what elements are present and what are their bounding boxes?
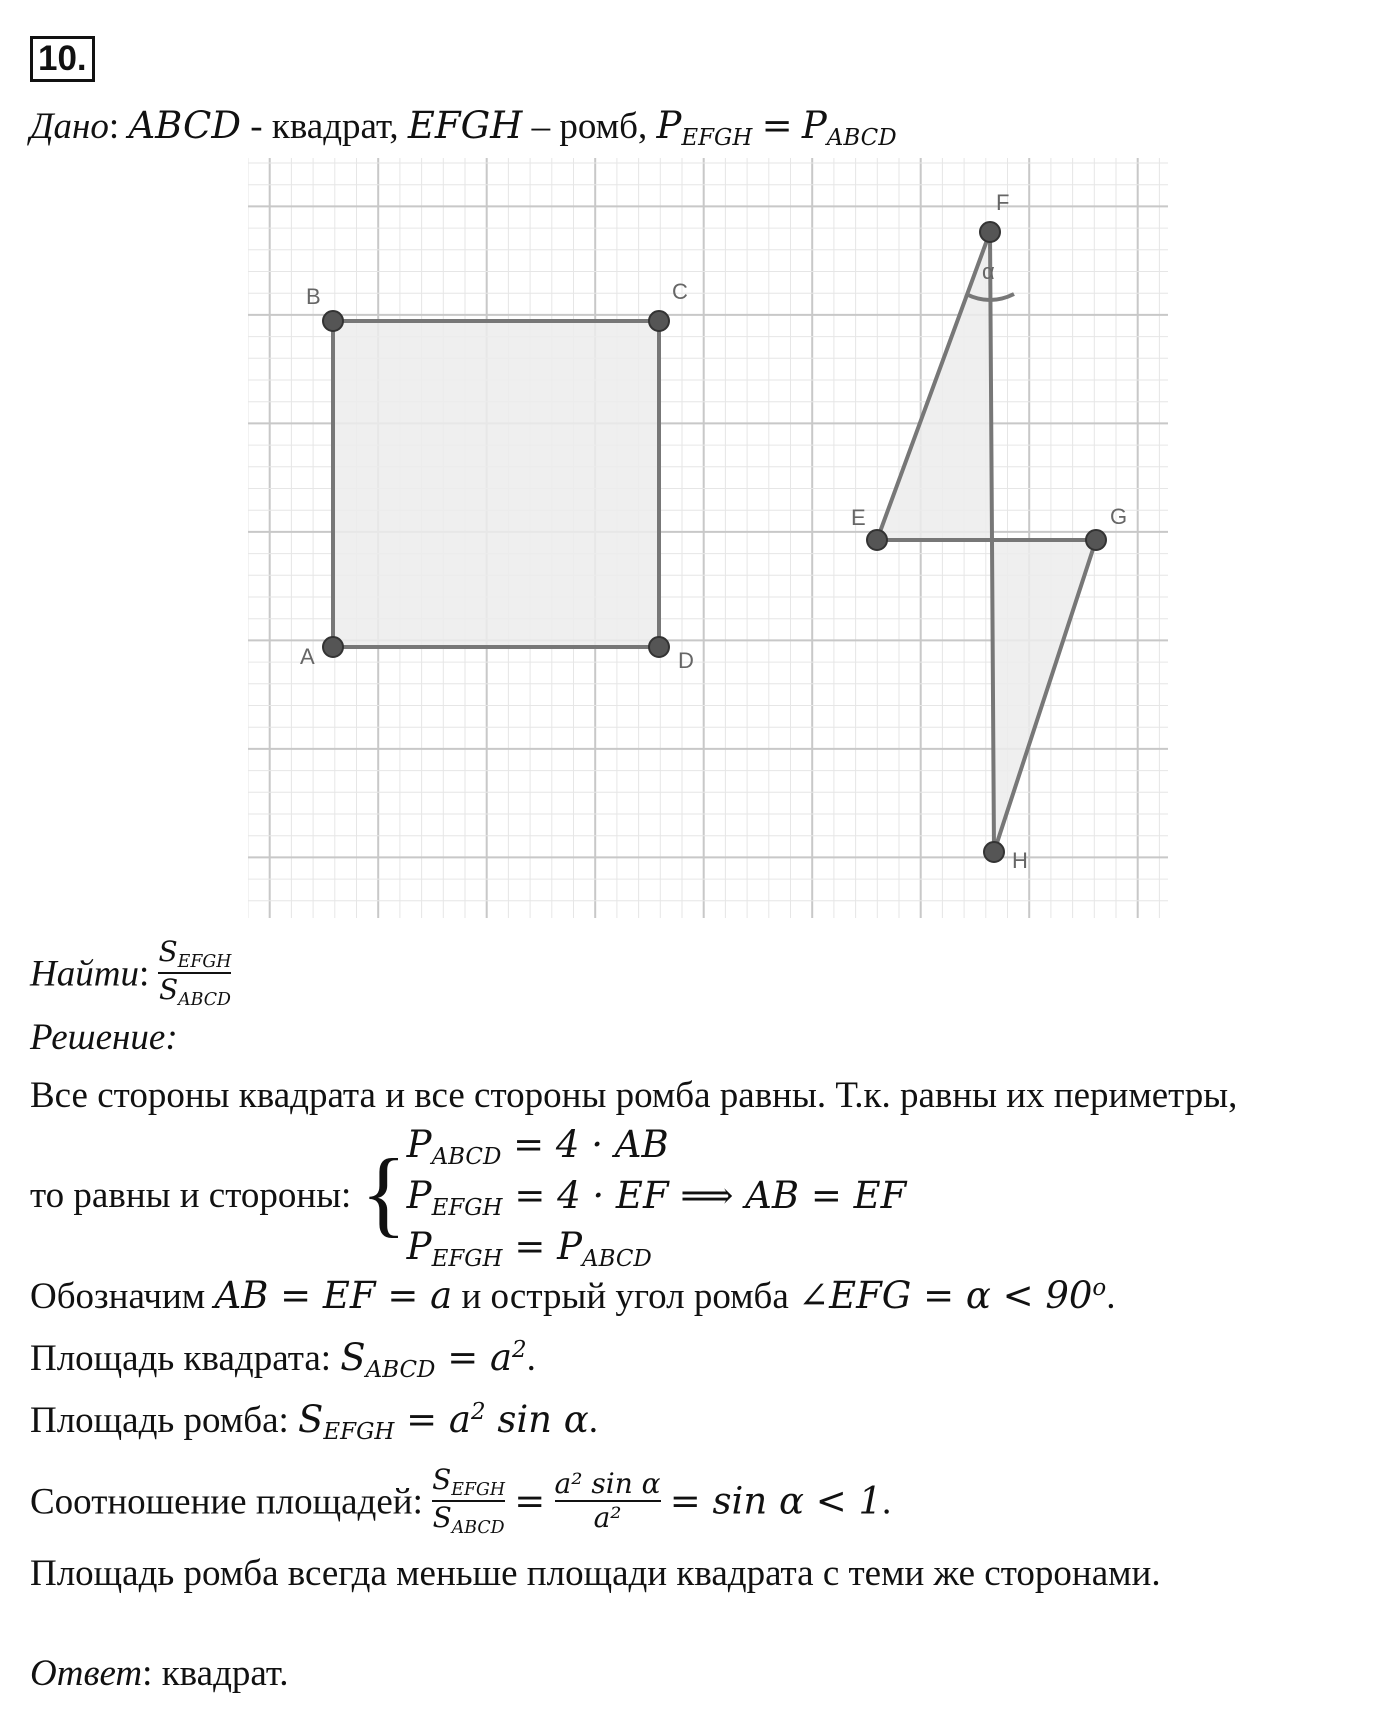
rhombus-text: – ромб, [531, 106, 648, 147]
find-denominator: SABCD [158, 973, 231, 1010]
square-name: ABCD [128, 104, 242, 147]
solution-line-5: Площадь ромба: SEFGH = $a^2$ sin α. [30, 1398, 599, 1446]
system-brace: { [360, 1138, 407, 1246]
vertex-h [984, 842, 1004, 862]
find-fraction [158, 936, 231, 1010]
equation-system [407, 1122, 907, 1275]
vertex-d [649, 637, 669, 657]
vertex-label-f: F [996, 190, 1010, 215]
given-label: Дано [30, 106, 109, 147]
vertex-label-c: C [672, 279, 688, 304]
square-text: - квадрат, [250, 106, 399, 147]
system-row-1: PABCD = 4 · AB [406, 1123, 669, 1171]
solution-line-6: Соотношение площадей: $\frac{\text{SEFGH}}{\text{SABCD}}$ = $\frac{\text{a² sin α}}{\text{a²}}$ = sin α < 1. [30, 1463, 892, 1538]
solution-line-1: Все стороны квадрата и все стороны ромба равны. Т.к. равны их периметры, [30, 1075, 1238, 1116]
ratio-fraction-2: $\frac{\text{a² sin α}}{\text{a²}}$ [554, 1467, 661, 1534]
problem-number: 10. [30, 36, 95, 82]
find-numerator: SEFGH [158, 935, 232, 972]
answer-line: Ответ: квадрат. [30, 1653, 289, 1694]
solution-line-3: Обозначим AB = EF = a и острый угол ромба ∠EFG = $\alpha < 90^o$. [30, 1274, 1116, 1317]
square-abcd [333, 321, 659, 647]
vertex-b [323, 311, 343, 331]
ratio-fraction-1: $\frac{\text{SEFGH}}{\text{SABCD}}$ [432, 1463, 506, 1538]
vertex-g [1086, 530, 1106, 550]
find-label: Найти [30, 953, 139, 995]
perimeter-efgh: PEFGH [656, 104, 753, 152]
vertex-label-d: D [678, 648, 694, 673]
find-line: Найти: $\frac{\text{SEFGH}}{\text{SABCD}}$ [30, 935, 232, 1010]
solution-line-2 [30, 1122, 906, 1275]
vertex-f [980, 222, 1000, 242]
equals-sign: = [761, 104, 793, 147]
vertex-c [649, 311, 669, 331]
given-line: Дано: ABCD - квадрат, EFGH – ромб, PEFGH = PABCD [30, 104, 897, 152]
system-row-2: PEFGH = 4 · EF ⟹ AB = EF [406, 1174, 907, 1222]
vertex-label-g: G [1110, 504, 1128, 529]
answer-value: квадрат. [161, 1653, 289, 1694]
rhombus-name: EFGH [407, 104, 523, 147]
vertex-a [323, 637, 343, 657]
vertex-label-h: H [1012, 848, 1028, 873]
geometry-figure [248, 158, 1168, 918]
vertex-e [867, 530, 887, 550]
system-row-3: PEFGH = PABCD [406, 1225, 652, 1273]
angle-alpha-label: α [982, 259, 995, 284]
solution-line-7: Площадь ромба всегда меньше площади квадрата с теми же сторонами. [30, 1553, 1161, 1594]
line2-text: то равны и стороны: [30, 1174, 352, 1216]
answer-label: Ответ [30, 1653, 143, 1694]
solution-line-4: Площадь квадрата: SABCD = $a^2$. [30, 1336, 536, 1384]
rhombus-efgh [877, 232, 1096, 852]
perimeter-abcd: PABCD [801, 104, 897, 152]
vertex-label-a: A [300, 644, 315, 669]
vertex-label-e: E [851, 505, 866, 530]
vertex-label-b: B [306, 284, 321, 309]
solution-label: Решение: [30, 1017, 178, 1058]
